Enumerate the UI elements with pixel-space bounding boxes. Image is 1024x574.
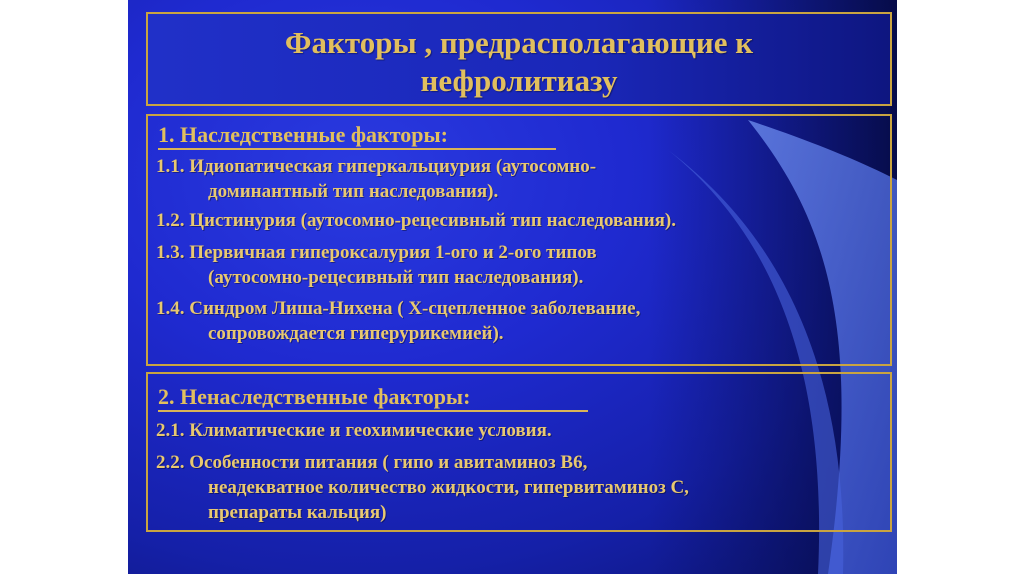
heading-underline	[158, 410, 588, 412]
item-line-1: 1.1. Идиопатическая гиперкальциурия (аутосомно-	[156, 156, 597, 177]
list-item	[156, 450, 689, 525]
item-line-1: 1.3. Первичная гипероксалурия 1-ого и 2-ого типов	[156, 242, 597, 263]
item-line-2: доминантный тип наследования).	[208, 181, 499, 202]
heading-underline	[158, 148, 556, 150]
slide	[128, 0, 897, 574]
item-line-1: 1.4. Синдром Лиша-Нихена ( Х-сцепленное заболевание,	[156, 298, 641, 319]
item-line-1: 2.1. Климатические и геохимические условия.	[156, 420, 552, 441]
section-non-hereditary	[146, 372, 892, 532]
item-line-1: 1.2. Цистинурия (аутосомно-рецесивный тип наследования).	[156, 210, 676, 231]
section-heading: 1. Наследственные факторы:	[158, 122, 448, 147]
list-item	[156, 418, 552, 443]
list-item	[156, 240, 597, 290]
list-item	[156, 208, 676, 233]
item-line-2: неадекватное количество жидкости, гипервитаминоз С,	[208, 477, 689, 498]
item-line-2: сопровождается гиперурикемией).	[208, 323, 504, 344]
section-heading: 2. Ненаследственные факторы:	[158, 384, 471, 409]
slide-title	[148, 24, 890, 100]
list-item	[156, 154, 596, 204]
item-line-2: (аутосомно-рецесивный тип наследования).	[208, 267, 584, 288]
title-line-1: Факторы , предрасполагающие к	[284, 25, 754, 60]
item-line-3: препараты кальция)	[208, 502, 387, 523]
title-box	[146, 12, 892, 106]
section-hereditary	[146, 114, 892, 366]
item-line-1: 2.2. Особенности питания ( гипо и авитаминоз В6,	[156, 452, 588, 473]
list-item	[156, 296, 640, 346]
title-line-2: нефролитиазу	[420, 63, 618, 98]
